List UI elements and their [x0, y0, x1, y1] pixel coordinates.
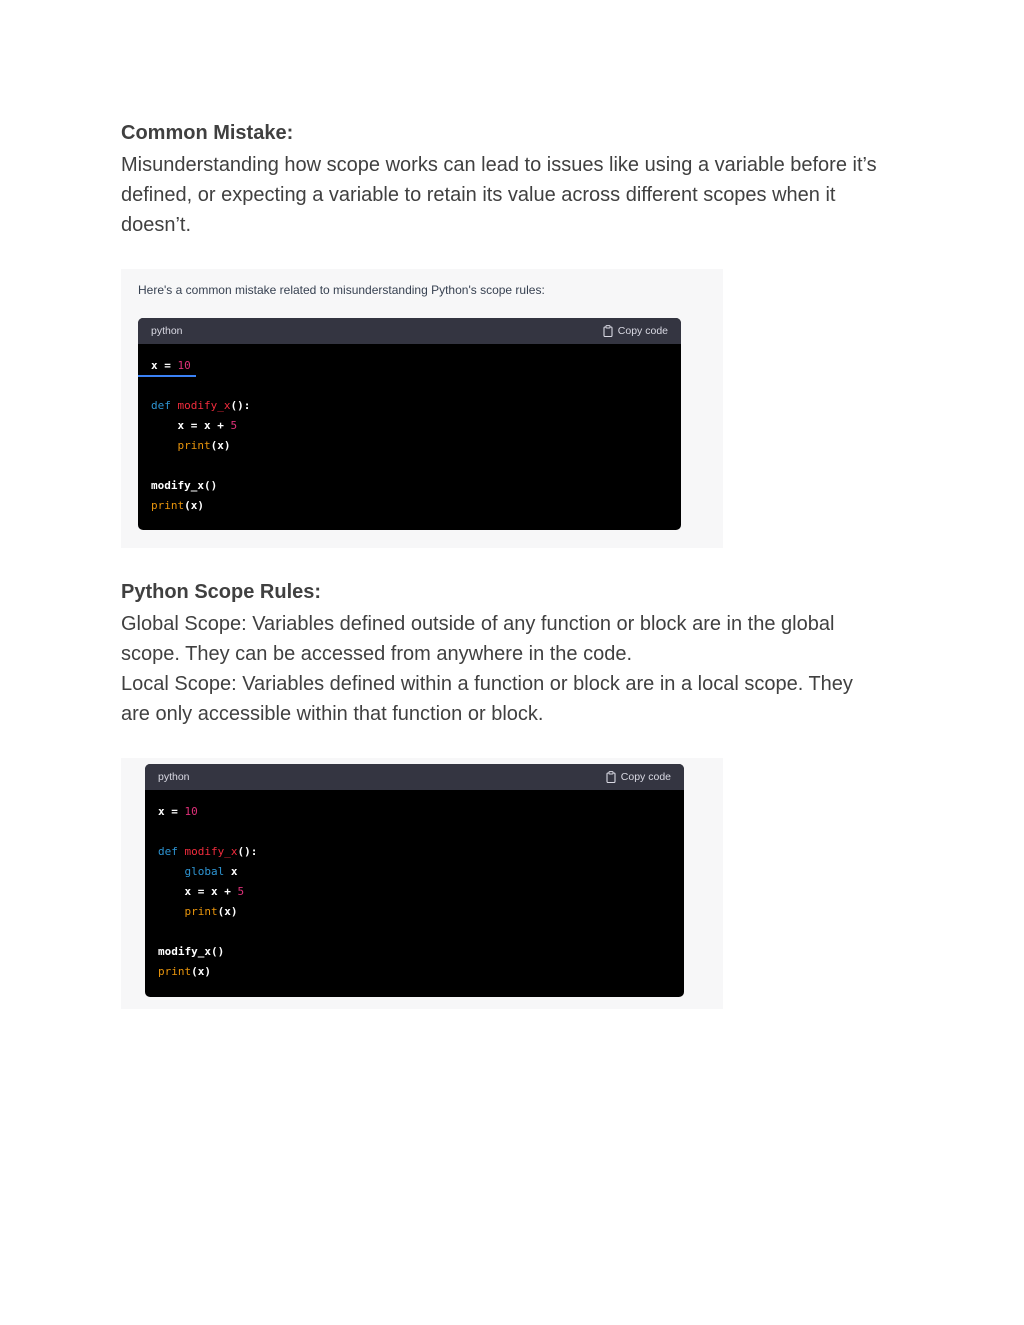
code-token-function: modify_x — [184, 845, 238, 858]
code-token-number: 5 — [230, 419, 238, 432]
clipboard-icon — [606, 771, 616, 783]
copy-code-label: Copy code — [617, 325, 668, 337]
code-body — [138, 344, 681, 516]
section-heading-python-scope-rules: Python Scope Rules: — [121, 581, 322, 603]
code-token: x = x + — [151, 419, 231, 432]
paragraph-line: Global Scope: Variables defined outside of any function or block are in the global — [121, 613, 835, 635]
clipboard-icon — [603, 325, 613, 337]
code-token: modify_x() — [151, 479, 218, 492]
code-line — [151, 356, 681, 376]
code-token-number: 5 — [237, 885, 245, 898]
paragraph-line: scope. They can be accessed from anywhere in the code. — [121, 643, 633, 665]
embedded-screenshot-2 — [121, 758, 723, 1009]
code-token: modify_x() — [158, 945, 225, 958]
scope-rules-paragraph — [121, 609, 911, 729]
code-token-keyword: def — [151, 399, 178, 412]
code-body — [145, 790, 684, 982]
code-token-builtin: print — [151, 499, 185, 512]
code-line — [158, 962, 684, 982]
code-line — [158, 902, 684, 922]
code-token: (x) — [184, 499, 204, 512]
code-token — [151, 439, 178, 452]
code-header — [145, 764, 684, 790]
paragraph-line: defined, or expecting a variable to retain its value across different scopes when it — [121, 184, 836, 206]
copy-code-button[interactable] — [606, 771, 671, 783]
code-token: x = x + — [158, 885, 238, 898]
code-token: x — [224, 865, 238, 878]
code-token — [158, 865, 185, 878]
code-line — [151, 416, 681, 436]
code-line — [151, 436, 681, 456]
code-line-blank — [151, 456, 681, 476]
code-token-function: modify_x — [177, 399, 231, 412]
code-line — [158, 942, 684, 962]
code-token-keyword: global — [184, 865, 225, 878]
code-line — [158, 842, 684, 862]
code-line — [158, 802, 684, 822]
code-line-blank — [158, 922, 684, 942]
code-token — [158, 905, 185, 918]
code-line — [158, 862, 684, 882]
paragraph-line: Local Scope: Variables defined within a function or block are in a local scope. They — [121, 673, 853, 695]
code-token-builtin: print — [177, 439, 211, 452]
copy-code-label: Copy code — [620, 771, 671, 783]
embedded-screenshot-1 — [121, 269, 723, 548]
code-token-number: 10 — [177, 359, 191, 372]
code-token: (x) — [191, 965, 211, 978]
screenshot-intro-text: Here's a common mistake related to misunderstanding Python's scope rules: — [138, 283, 545, 297]
paragraph-line: are only accessible within that function or block. — [121, 703, 544, 725]
code-line-blank — [151, 376, 681, 396]
code-token: (): — [237, 845, 258, 858]
code-token: (x) — [217, 905, 238, 918]
code-line — [158, 882, 684, 902]
code-token-builtin: print — [158, 965, 192, 978]
code-token: (x) — [210, 439, 231, 452]
code-token-builtin: print — [184, 905, 218, 918]
code-line — [151, 496, 681, 516]
code-header — [138, 318, 681, 344]
paragraph-line: doesn’t. — [121, 214, 192, 236]
common-mistake-paragraph — [121, 150, 911, 240]
code-block — [145, 764, 684, 997]
code-block — [138, 318, 681, 530]
section-heading-common-mistake: Common Mistake: — [121, 122, 294, 144]
selection-underline — [138, 375, 196, 377]
language-label: python — [151, 325, 183, 337]
code-token: (): — [230, 399, 251, 412]
code-token: x = — [158, 805, 185, 818]
code-token-keyword: def — [158, 845, 185, 858]
code-token: x = — [151, 359, 178, 372]
copy-code-button[interactable] — [603, 325, 668, 337]
code-line-blank — [158, 822, 684, 842]
code-token-number: 10 — [184, 805, 198, 818]
code-line — [151, 396, 681, 416]
paragraph-line: Misunderstanding how scope works can lead to issues like using a variable before it’s — [121, 154, 877, 176]
language-label: python — [158, 771, 190, 783]
code-line — [151, 476, 681, 496]
